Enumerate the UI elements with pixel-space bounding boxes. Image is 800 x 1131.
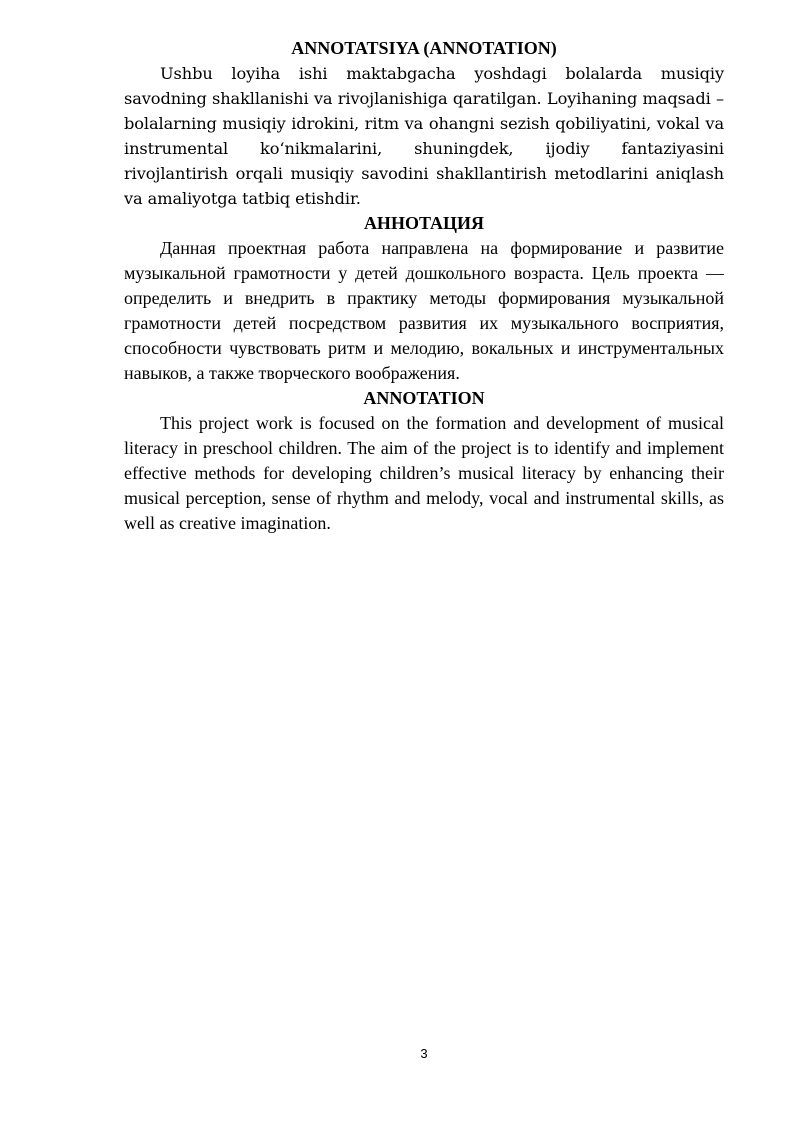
annotation-content [124, 36, 724, 536]
uzbek-annotation-text: Ushbu loyiha ishi maktabgacha yoshdagi bolalarda musiqiy savodning shakllanishi va rivojlanishiga qaratilgan. Loyihaning maqsadi – bolalarning musiqiy idrokini, ritm va ohangni sezish qobiliyatini, vokal va instrumental ko‘nikmalarini, shuningdek, ijodiy fantaziyasini rivojlantirish orqali musiqiy savodini shakllantirish metodlarini aniqlash va amaliyotga tatbiq etishdir. [124, 64, 724, 208]
russian-annotation-heading: АННОТАЦИЯ [363, 213, 485, 233]
english-annotation-heading: ANNOTATION [363, 388, 485, 408]
page-number: 3 [420, 1046, 428, 1061]
russian-annotation-text: Данная проектная работа направлена на формирование и развитие музыкальной грамотности у детей дошкольного возраста. Цель проекта — определить и внедрить в практику методы формирования музыкальной грамотности детей посредством развития их музыкального восприятия, способности чувствовать ритм и мелодию, вокальных и инструментальных навыков, а также творческого воображения. [124, 238, 724, 383]
uzbek-annotation-heading: ANNOTATSIYA (ANNOTATION) [291, 38, 557, 58]
english-annotation-text: This project work is focused on the formation and development of musical literacy in preschool children. The aim of the project is to identify and implement effective methods for developing children’s musical literacy by enhancing their musical perception, sense of rhythm and melody, vocal and instrumental skills, as well as creative imagination. [124, 413, 724, 533]
